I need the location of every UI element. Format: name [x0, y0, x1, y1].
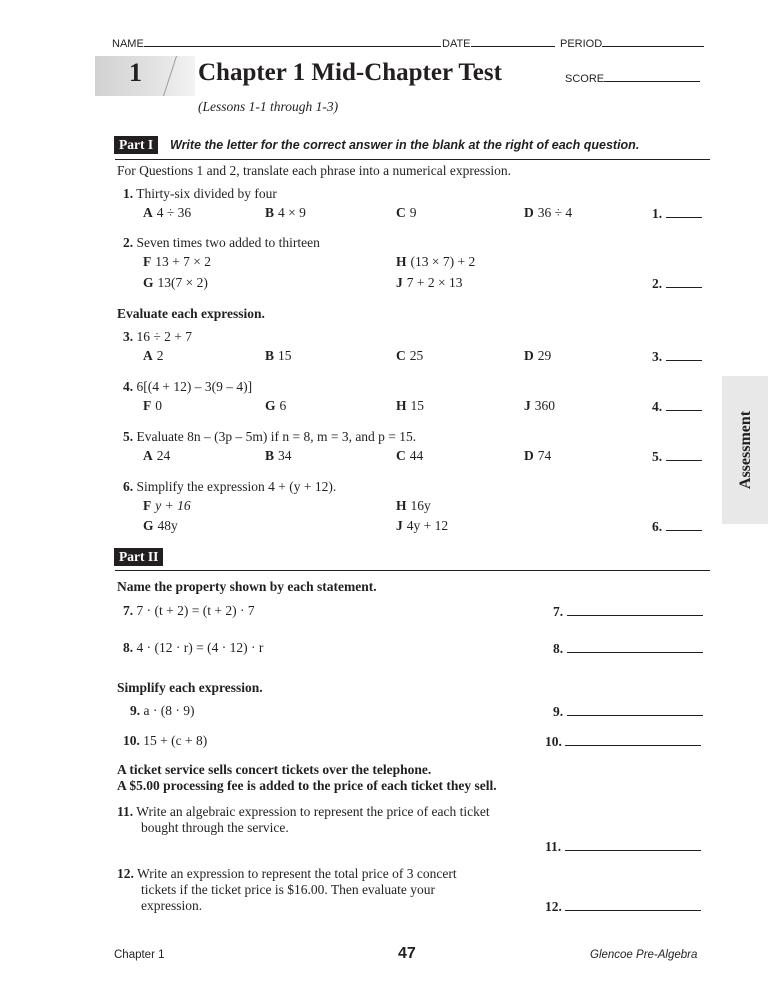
choice-letter: D — [524, 348, 534, 363]
question-number: 6. — [123, 479, 134, 494]
choice-text: 4 ÷ 36 — [156, 205, 192, 220]
part-2-label: Part II — [114, 548, 163, 566]
choice-d[interactable] — [524, 205, 572, 221]
answer-blank-11[interactable]: 11. — [545, 838, 701, 855]
choice-text: 4y + 12 — [406, 518, 449, 533]
question-6 — [123, 479, 336, 495]
chapter-number: 1 — [129, 58, 142, 87]
answer-blank-10[interactable]: 10. — [545, 733, 701, 750]
choice-j[interactable] — [396, 275, 462, 291]
answer-blank-1[interactable]: 1. — [652, 205, 702, 222]
question-text-line-2: tickets if the ticket price is $16.00. Then evaluate your — [141, 882, 436, 897]
property-heading: Name the property shown by each statement. — [117, 579, 377, 594]
question-number: 2. — [123, 235, 134, 250]
choice-letter: D — [524, 205, 534, 220]
answer-blank-12[interactable]: 12. — [545, 898, 701, 915]
choice-letter: C — [396, 348, 406, 363]
question-number: 4. — [123, 379, 134, 394]
question-text: 16 ÷ 2 + 7 — [136, 329, 193, 344]
part-1-divider — [115, 159, 710, 160]
choice-letter: B — [265, 448, 275, 463]
choice-text: 15 — [410, 398, 425, 413]
choice-letter: J — [524, 398, 531, 413]
choice-text: (13 × 7) + 2 — [410, 254, 476, 269]
ticket-intro-line-2: A $5.00 processing fee is added to the price of each ticket they sell. — [117, 778, 497, 793]
choice-j[interactable] — [396, 518, 448, 534]
choice-c[interactable] — [396, 448, 423, 464]
choice-f[interactable] — [143, 398, 162, 414]
choice-text: 4 × 9 — [278, 205, 306, 220]
choice-text: 48y — [157, 518, 178, 533]
choice-c[interactable] — [396, 205, 417, 221]
translate-directions: For Questions 1 and 2, translate each phrase into a numerical expression. — [117, 163, 512, 178]
name-field[interactable] — [112, 35, 441, 50]
choice-letter: H — [396, 254, 407, 269]
assessment-tab-label: Assessment — [737, 410, 754, 490]
question-1 — [123, 186, 277, 202]
choice-h[interactable] — [396, 254, 475, 270]
choice-f[interactable] — [143, 498, 191, 514]
question-2 — [123, 235, 320, 251]
choice-text: y + 16 — [155, 498, 191, 513]
choice-letter: G — [143, 275, 154, 290]
choice-text: 36 ÷ 4 — [537, 205, 573, 220]
choice-text: 34 — [278, 448, 292, 463]
choice-text: 2 — [156, 348, 164, 363]
question-text-line-1: Write an algebraic expression to represent the price of each ticket — [136, 804, 490, 819]
choice-text: 360 — [534, 398, 555, 413]
choice-text: 74 — [537, 448, 552, 463]
question-number: 1. — [123, 186, 134, 201]
question-text: a · (8 · 9) — [143, 703, 195, 718]
choice-letter: A — [143, 205, 153, 220]
choice-text: 13(7 × 2) — [157, 275, 208, 290]
answer-blank-6[interactable]: 6. — [652, 518, 702, 535]
choice-text: 24 — [156, 448, 171, 463]
choice-b[interactable] — [265, 348, 292, 364]
question-text-line-2: bought through the service. — [141, 820, 289, 835]
answer-blank-2[interactable]: 2. — [652, 275, 702, 292]
choice-b[interactable] — [265, 448, 292, 464]
page-number: 47 — [398, 945, 416, 962]
choice-text: 6 — [279, 398, 287, 413]
date-field[interactable] — [442, 35, 555, 50]
choice-g[interactable] — [265, 398, 286, 414]
choice-c[interactable] — [396, 348, 423, 364]
choice-letter: F — [143, 254, 152, 269]
choice-a[interactable] — [143, 348, 164, 364]
choice-letter: H — [396, 398, 407, 413]
choice-letter: J — [396, 275, 403, 290]
choice-text: 44 — [409, 448, 424, 463]
choice-letter: J — [396, 518, 403, 533]
choice-f[interactable] — [143, 254, 211, 270]
choice-letter: F — [143, 498, 152, 513]
choice-text: 29 — [537, 348, 552, 363]
choice-text: 25 — [409, 348, 424, 363]
choice-text: 16y — [410, 498, 431, 513]
choice-h[interactable] — [396, 398, 424, 414]
choice-letter: H — [396, 498, 407, 513]
question-5 — [123, 429, 416, 445]
question-number: 3. — [123, 329, 134, 344]
simplify-heading: Simplify each expression. — [117, 680, 263, 695]
choice-letter: A — [143, 348, 153, 363]
question-text: 6[(4 + 12) – 3(9 – 4)] — [136, 379, 253, 394]
choice-h[interactable] — [396, 498, 431, 514]
choice-text: 7 + 2 × 13 — [406, 275, 463, 290]
question-text: 15 + (c + 8) — [143, 733, 208, 748]
part-1-instructions: Write the letter for the correct answer in the blank at the right of each question. — [170, 138, 640, 152]
choice-letter: B — [265, 205, 275, 220]
choice-letter: F — [143, 398, 152, 413]
choice-letter: G — [265, 398, 276, 413]
question-12: 12. Write an expression to represent the total price of 3 concert — [117, 866, 457, 881]
choice-d[interactable] — [524, 448, 551, 464]
question-8: 8. 4 · (12 · r) = (4 · 12) · r — [123, 640, 264, 655]
choice-g[interactable] — [143, 275, 208, 291]
period-label: PERIOD — [560, 38, 603, 50]
choice-letter: C — [396, 205, 406, 220]
footer-publisher: Glencoe Pre-Algebra — [590, 949, 698, 961]
question-9: 9. a · (8 · 9) — [130, 703, 195, 718]
question-text: Seven times two added to thirteen — [136, 235, 320, 250]
question-text: Thirty-six divided by four — [136, 186, 277, 201]
part-2-divider — [115, 570, 710, 571]
answer-blank-7[interactable]: 7. — [553, 603, 703, 620]
choice-d[interactable] — [524, 348, 551, 364]
score-label: SCORE — [565, 73, 605, 85]
answer-blank-8[interactable]: 8. — [553, 640, 703, 657]
choice-letter: D — [524, 448, 534, 463]
choice-letter: C — [396, 448, 406, 463]
question-text: Simplify the expression 4 + (y + 12). — [136, 479, 337, 494]
footer-chapter: Chapter 1 — [114, 949, 165, 961]
question-text: Evaluate 8n – (3p – 5m) if n = 8, m = 3, and p = 15. — [136, 429, 417, 444]
choice-a[interactable] — [143, 448, 170, 464]
choice-text: 13 + 7 × 2 — [155, 254, 211, 269]
part-1-label: Part I — [114, 136, 158, 154]
choice-text: 0 — [155, 398, 162, 413]
question-text-line-3: expression. — [141, 898, 203, 913]
evaluate-heading: Evaluate each expression. — [117, 306, 265, 321]
ticket-intro-line-1: A ticket service sells concert tickets over the telephone. — [117, 762, 432, 777]
lessons-subtitle: (Lessons 1-1 through 1-3) — [198, 99, 339, 114]
question-text: 4 · (12 · r) = (4 · 12) · r — [136, 640, 264, 655]
choice-g[interactable] — [143, 518, 178, 534]
question-7: 7. 7 · (t + 2) = (t + 2) · 7 — [123, 603, 255, 618]
choice-text: 9 — [409, 205, 417, 220]
choice-letter: G — [143, 518, 154, 533]
choice-letter: A — [143, 448, 153, 463]
question-text-line-1: Write an expression to represent the total price of 3 concert — [137, 866, 457, 881]
chapter-number-box — [95, 56, 195, 96]
choice-text: 15 — [278, 348, 292, 363]
name-label: NAME — [112, 38, 144, 50]
question-3 — [123, 329, 192, 345]
answer-blank-9[interactable]: 9. — [553, 703, 703, 720]
choice-a[interactable] — [143, 205, 191, 221]
choice-letter: B — [265, 348, 275, 363]
choice-j[interactable] — [524, 398, 555, 414]
answer-blank-4[interactable]: 4. — [652, 398, 702, 415]
page-title: Chapter 1 Mid-Chapter Test — [198, 59, 502, 86]
date-label: DATE — [442, 38, 471, 50]
question-11: 11. Write an algebraic expression to represent the price of each ticket — [117, 804, 490, 819]
answer-blank-5[interactable]: 5. — [652, 448, 702, 465]
answer-blank-3[interactable]: 3. — [652, 348, 702, 365]
score-field[interactable] — [565, 70, 700, 85]
choice-b[interactable] — [265, 205, 306, 221]
question-number: 5. — [123, 429, 134, 444]
question-10: 10. 15 + (c + 8) — [123, 733, 208, 748]
period-field[interactable] — [560, 35, 704, 50]
question-text: 7 · (t + 2) = (t + 2) · 7 — [136, 603, 255, 618]
question-4 — [123, 379, 252, 395]
